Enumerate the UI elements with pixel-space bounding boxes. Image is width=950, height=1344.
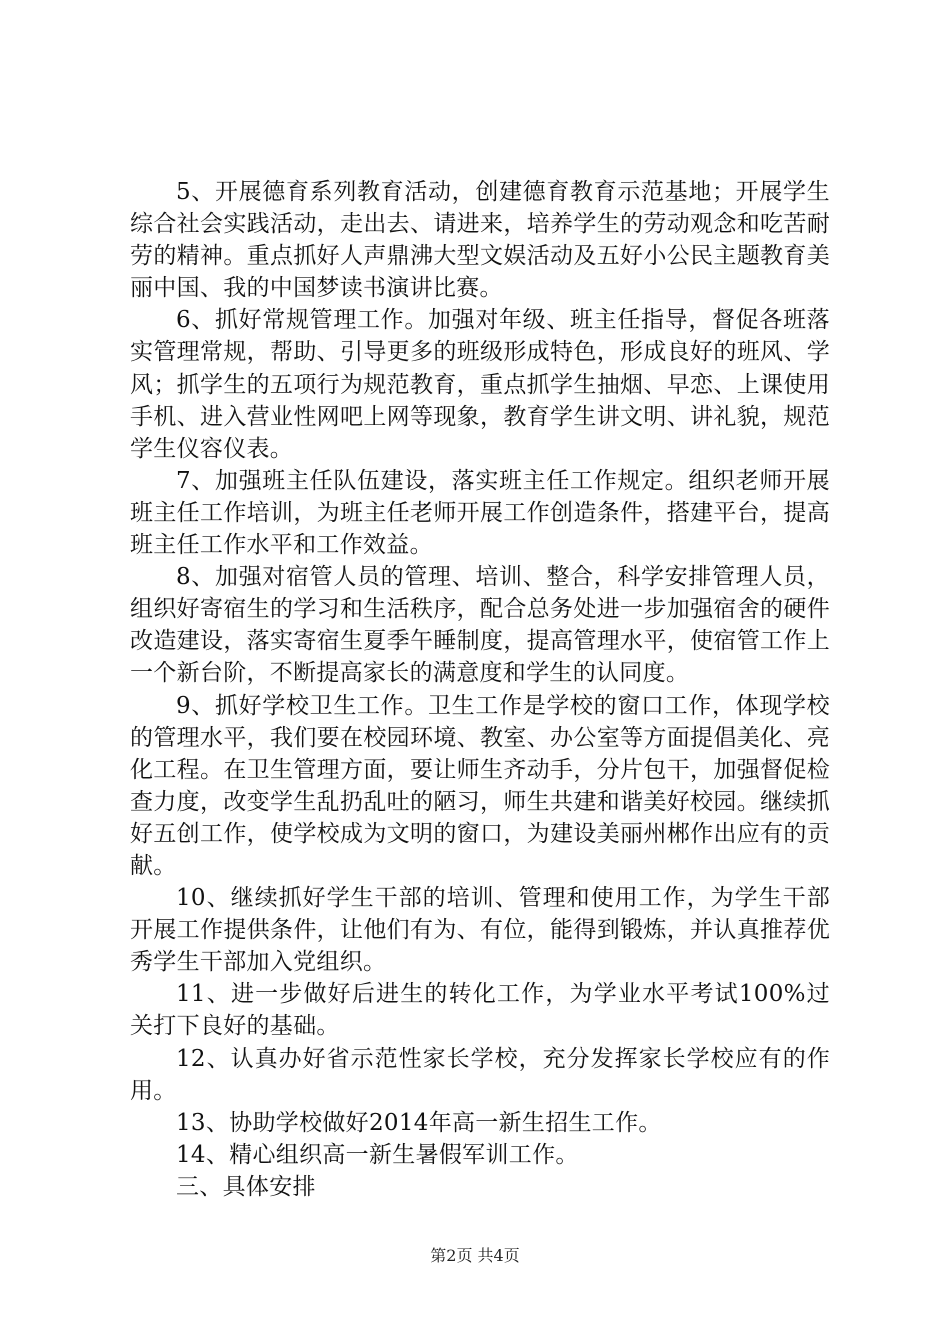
section-heading-arrangement: 三、具体安排 — [176, 1173, 316, 1200]
paragraph-item-8: 8、加强对宿管人员的管理、培训、整合，科学安排管理人员，组织好寄宿生的学习和生活秩序，配合总务处进一步加强宿舍的硬件改造建设，落实寄宿生夏季午睡制度，提高管理水平，使宿管工作上一个新台阶，不断提高家长的满意度和学生的认同度。 — [130, 564, 830, 687]
paragraph-item-14: 14、精心组织高一新生暑假军训工作。 — [176, 1141, 579, 1168]
document-body — [130, 176, 830, 1203]
paragraph-item-11: 11、进一步做好后进生的转化工作，为学业水平考试100%过关打下良好的基础。 — [130, 981, 830, 1040]
page-number-footer: 第2页 共4页 — [430, 1246, 520, 1265]
paragraph-item-10: 10、继续抓好学生干部的培训、管理和使用工作，为学生干部开展工作提供条件，让他们有为、有位，能得到锻炼，并认真推荐优秀学生干部加入党组织。 — [130, 885, 830, 976]
paragraph-item-13: 13、协助学校做好2014年高一新生招生工作。 — [176, 1109, 662, 1136]
paragraph-item-12: 12、认真办好省示范性家长学校，充分发挥家长学校应有的作用。 — [130, 1045, 830, 1104]
paragraph-item-6: 6、抓好常规管理工作。加强对年级、班主任指导，督促各班落实管理常规，帮助、引导更多的班级形成特色，形成良好的班风、学风；抓学生的五项行为规范教育，重点抓学生抽烟、早恋、上课使用手机、进入营业性网吧上网等现象，教育学生讲文明、讲礼貌，规范学生仪容仪表。 — [130, 307, 830, 462]
paragraph-item-9: 9、抓好学校卫生工作。卫生工作是学校的窗口工作，体现学校的管理水平，我们要在校园环境、教室、办公室等方面提倡美化、亮化工程。在卫生管理方面，要让师生齐动手，分片包干，加强督促检查力度，改变学生乱扔乱吐的陋习，师生共建和谐美好校园。继续抓好五创工作，使学校成为文明的窗口，为建设美丽州郴作出应有的贡献。 — [130, 692, 830, 879]
paragraph-item-7: 7、加强班主任队伍建设，落实班主任工作规定。组织老师开展班主任工作培训，为班主任老师开展工作创造条件，搭建平台，提高班主任工作水平和工作效益。 — [130, 467, 830, 559]
paragraph-item-5: 5、开展德育系列教育活动，创建德育教育示范基地；开展学生综合社会实践活动，走出去、请进来，培养学生的劳动观念和吃苦耐劳的精神。重点抓好人声鼎沸大型文娱活动及五好小公民主题教育美丽中国、我的中国梦读书演讲比赛。 — [130, 179, 830, 302]
